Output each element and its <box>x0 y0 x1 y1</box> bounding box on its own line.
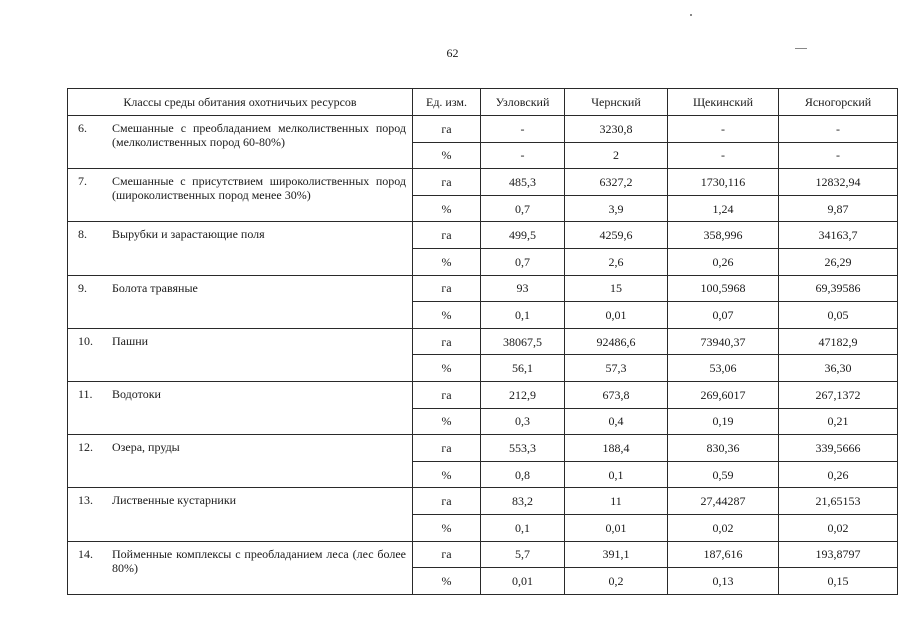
habitat-class-cell <box>68 381 413 434</box>
table-row <box>68 222 898 249</box>
unit-cell: га <box>413 435 481 462</box>
habitat-class-label: Смешанные с присутствием широколиственных пород (широколиственных пород менее 30%) <box>112 174 406 203</box>
value-cell: 0,13 <box>668 568 779 595</box>
table-row <box>68 435 898 462</box>
value-cell: 0,7 <box>481 195 565 222</box>
table-row <box>68 169 898 196</box>
table-row <box>68 488 898 515</box>
value-cell: 73940,37 <box>668 328 779 355</box>
header-class: Классы среды обитания охотничьих ресурсов <box>68 89 413 116</box>
value-cell: 0,8 <box>481 461 565 488</box>
unit-cell: % <box>413 408 481 435</box>
habitat-class-label: Водотоки <box>112 386 161 401</box>
value-cell: 0,01 <box>481 568 565 595</box>
table-body <box>68 89 898 595</box>
table-row <box>68 275 898 302</box>
table-row <box>68 381 898 408</box>
value-cell: 0,02 <box>779 514 898 541</box>
value-cell: 56,1 <box>481 355 565 382</box>
value-cell: 0,7 <box>481 248 565 275</box>
header-chernsky: Чернский <box>565 89 668 116</box>
value-cell: 391,1 <box>565 541 668 568</box>
habitat-class <box>74 387 406 401</box>
value-cell: 15 <box>565 275 668 302</box>
value-cell: 499,5 <box>481 222 565 249</box>
habitat-class <box>74 334 406 348</box>
value-cell: 0,15 <box>779 568 898 595</box>
habitat-class-label: Лиственные кустарники <box>112 493 237 508</box>
row-number: 7. <box>78 174 87 189</box>
value-cell: 6327,2 <box>565 169 668 196</box>
unit-cell: га <box>413 381 481 408</box>
habitat-classes-table <box>67 88 898 595</box>
row-number: 9. <box>78 280 87 295</box>
row-number: 12. <box>78 440 93 455</box>
habitat-class-label: Вырубки и зарастающие поля <box>112 227 265 242</box>
habitat-class-cell <box>68 328 413 381</box>
value-cell: 5,7 <box>481 541 565 568</box>
value-cell: 2 <box>565 142 668 169</box>
row-number: 8. <box>78 227 87 242</box>
value-cell: 0,1 <box>481 514 565 541</box>
page-number: 62 <box>446 46 459 60</box>
value-cell: 53,06 <box>668 355 779 382</box>
row-number: 10. <box>78 333 93 348</box>
value-cell: 193,8797 <box>779 541 898 568</box>
table-row <box>68 328 898 355</box>
table-row <box>68 541 898 568</box>
value-cell: 9,87 <box>779 195 898 222</box>
value-cell: 188,4 <box>565 435 668 462</box>
value-cell: 267,1372 <box>779 381 898 408</box>
value-cell: 0,01 <box>565 302 668 329</box>
table-header-row <box>68 89 898 116</box>
value-cell: 269,6017 <box>668 381 779 408</box>
header-unit: Ед. изм. <box>413 89 481 116</box>
value-cell: 0,21 <box>779 408 898 435</box>
value-cell: 100,5968 <box>668 275 779 302</box>
value-cell: 0,2 <box>565 568 668 595</box>
value-cell: - <box>481 116 565 143</box>
value-cell: 26,29 <box>779 248 898 275</box>
value-cell: 21,65153 <box>779 488 898 515</box>
header-uzlovsky: Узловский <box>481 89 565 116</box>
value-cell: 212,9 <box>481 381 565 408</box>
value-cell: 83,2 <box>481 488 565 515</box>
unit-cell: % <box>413 302 481 329</box>
value-cell: 0,26 <box>668 248 779 275</box>
value-cell: 38067,5 <box>481 328 565 355</box>
habitat-class-cell <box>68 169 413 222</box>
scan-speck <box>795 48 807 49</box>
unit-cell: % <box>413 355 481 382</box>
habitat-class <box>74 121 406 149</box>
unit-cell: % <box>413 248 481 275</box>
value-cell: 0,4 <box>565 408 668 435</box>
value-cell: 92486,6 <box>565 328 668 355</box>
value-cell: 553,3 <box>481 435 565 462</box>
header-yasnogorsky: Ясногорский <box>779 89 898 116</box>
header-shchekinsky: Щекинский <box>668 89 779 116</box>
unit-cell: % <box>413 461 481 488</box>
habitat-class-label: Пойменные комплексы с преобладанием леса (лес более 80%) <box>112 546 406 575</box>
value-cell: 485,3 <box>481 169 565 196</box>
value-cell: 2,6 <box>565 248 668 275</box>
unit-cell: га <box>413 328 481 355</box>
value-cell: - <box>668 142 779 169</box>
value-cell: 0,3 <box>481 408 565 435</box>
value-cell: 4259,6 <box>565 222 668 249</box>
value-cell: 0,07 <box>668 302 779 329</box>
value-cell: 1730,116 <box>668 169 779 196</box>
habitat-class-cell <box>68 541 413 594</box>
value-cell: 0,1 <box>565 461 668 488</box>
value-cell: - <box>779 142 898 169</box>
value-cell: 12832,94 <box>779 169 898 196</box>
table-row <box>68 116 898 143</box>
habitat-class-label: Болота травяные <box>112 280 198 295</box>
habitat-class-cell <box>68 488 413 541</box>
value-cell: 358,996 <box>668 222 779 249</box>
value-cell: 36,30 <box>779 355 898 382</box>
scan-speck <box>690 14 692 16</box>
value-cell: 187,616 <box>668 541 779 568</box>
value-cell: 47182,9 <box>779 328 898 355</box>
habitat-class-cell <box>68 222 413 275</box>
value-cell: 93 <box>481 275 565 302</box>
habitat-class <box>74 227 406 241</box>
habitat-class-cell <box>68 435 413 488</box>
value-cell: 3230,8 <box>565 116 668 143</box>
value-cell: 3,9 <box>565 195 668 222</box>
value-cell: 11 <box>565 488 668 515</box>
habitat-class <box>74 493 406 507</box>
value-cell: 34163,7 <box>779 222 898 249</box>
unit-cell: % <box>413 142 481 169</box>
value-cell: - <box>481 142 565 169</box>
habitat-class <box>74 440 406 454</box>
row-number: 14. <box>78 546 93 561</box>
unit-cell: га <box>413 169 481 196</box>
unit-cell: % <box>413 195 481 222</box>
row-number: 11. <box>78 386 93 401</box>
unit-cell: га <box>413 222 481 249</box>
value-cell: 339,5666 <box>779 435 898 462</box>
value-cell: - <box>668 116 779 143</box>
habitat-class-label: Смешанные с преобладанием мелколиственных пород (мелколиственных пород 60-80%) <box>112 121 406 149</box>
value-cell: 0,19 <box>668 408 779 435</box>
habitat-class-cell <box>68 116 413 169</box>
value-cell: 0,02 <box>668 514 779 541</box>
habitat-class <box>74 281 406 295</box>
unit-cell: % <box>413 514 481 541</box>
unit-cell: га <box>413 116 481 143</box>
value-cell: 0,1 <box>481 302 565 329</box>
value-cell: 0,26 <box>779 461 898 488</box>
value-cell: 830,36 <box>668 435 779 462</box>
value-cell: 0,05 <box>779 302 898 329</box>
unit-cell: га <box>413 488 481 515</box>
row-number: 13. <box>78 493 93 508</box>
row-number: 6. <box>78 121 87 135</box>
unit-cell: % <box>413 568 481 595</box>
value-cell: - <box>779 116 898 143</box>
habitat-class-label: Озера, пруды <box>112 440 180 455</box>
value-cell: 0,01 <box>565 514 668 541</box>
value-cell: 0,59 <box>668 461 779 488</box>
value-cell: 1,24 <box>668 195 779 222</box>
value-cell: 69,39586 <box>779 275 898 302</box>
habitat-class-label: Пашни <box>112 333 149 348</box>
unit-cell: га <box>413 541 481 568</box>
unit-cell: га <box>413 275 481 302</box>
value-cell: 27,44287 <box>668 488 779 515</box>
habitat-class <box>74 547 406 575</box>
habitat-class <box>74 174 406 202</box>
value-cell: 673,8 <box>565 381 668 408</box>
value-cell: 57,3 <box>565 355 668 382</box>
habitat-class-cell <box>68 275 413 328</box>
